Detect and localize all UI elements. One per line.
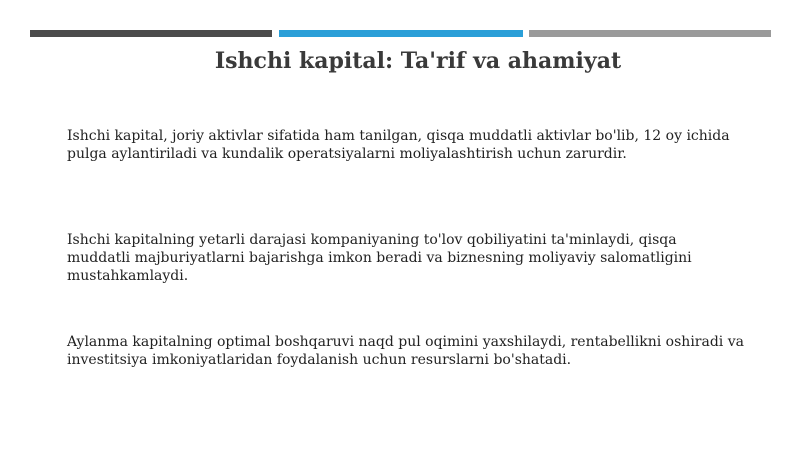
slide-title: Ishchi kapital: Ta'rif va ahamiyat [214,48,622,74]
decor-bar-gray [529,30,771,37]
decor-bar-blue [279,30,523,37]
paragraph-importance: Ishchi kapitalning yetarli darajasi kompaniyaning to'lov qobiliyatini ta'minlaydi, qisqa muddatli majburiyatlarni bajarishga imkon beradi va biznesning moliyaviy salomatligini mustahkamlaydi. [67,232,692,284]
decor-bar-dark [30,30,272,37]
paragraph-management: Aylanma kapitalning optimal boshqaruvi naqd pul oqimini yaxshilaydi, rentabellikni oshiradi va investitsiya imkoniyatlaridan foydalanish uchun resurslarni bo'shatadi. [67,334,744,368]
paragraph-definition: Ishchi kapital, joriy aktivlar sifatida ham tanilgan, qisqa muddatli aktivlar bo'lib, 12 oy ichida pulga aylantiriladi va kundalik operatsiyalarni moliyalashtirish uchun zarurdir. [67,128,730,162]
header-decoration-bars [30,30,770,37]
